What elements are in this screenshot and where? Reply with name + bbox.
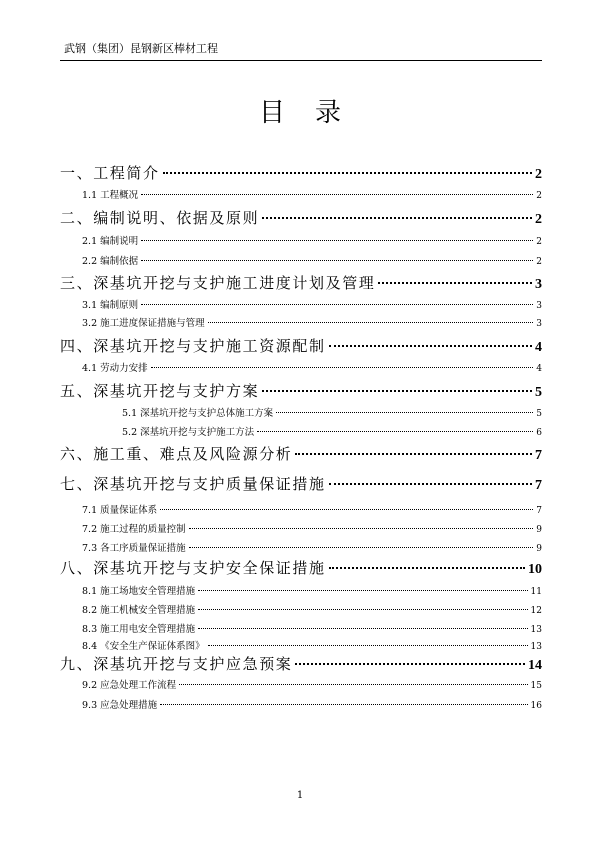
toc-entry-label: 六、施工重、难点及风险源分析 <box>60 445 293 463</box>
toc-leader-dots <box>141 194 533 195</box>
toc-chapter-entry[interactable] <box>60 272 542 293</box>
toc-entry-page: 12 <box>530 606 542 616</box>
page-title: 目录 <box>258 98 371 128</box>
toc-entry-page: 9 <box>536 544 542 554</box>
toc-entry-page: 7 <box>535 448 542 463</box>
toc-leader-dots <box>198 628 527 629</box>
toc-chapter-entry[interactable] <box>60 335 542 356</box>
toc-entry-page: 3 <box>535 277 542 292</box>
toc-section-entry[interactable] <box>60 602 542 616</box>
toc-entry-page: 16 <box>530 701 542 711</box>
toc-chapter-entry[interactable] <box>60 380 542 401</box>
toc-entry-page: 4 <box>536 364 542 374</box>
toc-entry-label: 一、工程简介 <box>60 164 160 182</box>
toc-entry-page: 2 <box>536 191 542 201</box>
toc-entry-page: 9 <box>536 525 542 535</box>
toc-entry-page: 5 <box>536 409 542 419</box>
toc-entry-label: 2.2 编制依据 <box>82 256 139 267</box>
toc-leader-dots <box>208 322 534 323</box>
toc-chapter-entry[interactable] <box>60 443 542 464</box>
toc-entry-label: 八、深基坑开挖与支护安全保证措施 <box>60 559 326 577</box>
toc-entry-label: 8.3 施工用电安全管理措施 <box>82 624 196 635</box>
toc-entry-label: 7.2 施工过程的质量控制 <box>82 524 186 535</box>
toc-entry-page: 13 <box>530 625 542 635</box>
toc-entry-page: 2 <box>536 237 542 247</box>
header-divider <box>60 60 542 61</box>
toc-entry-label: 5.1 深基坑开挖与支护总体施工方案 <box>122 408 274 419</box>
toc-leader-dots <box>378 282 532 284</box>
toc-entry-page: 6 <box>536 428 542 438</box>
toc-entry-page: 2 <box>535 212 542 227</box>
toc-leader-dots <box>329 345 532 347</box>
toc-leader-dots <box>329 483 532 485</box>
toc-section-entry[interactable] <box>60 405 542 419</box>
toc-entry-label: 7.3 各工序质量保证措施 <box>82 543 186 554</box>
toc-section-entry[interactable] <box>60 233 542 247</box>
toc-entry-label: 九、深基坑开挖与支护应急预案 <box>60 655 293 673</box>
toc-leader-dots <box>198 590 527 591</box>
document-header: 武钢（集团）昆钢新区棒材工程 <box>64 42 218 55</box>
toc-entry-label: 四、深基坑开挖与支护施工资源配制 <box>60 337 326 355</box>
toc-leader-dots <box>276 412 533 413</box>
toc-entry-page: 3 <box>536 301 542 311</box>
toc-leader-dots <box>160 509 533 510</box>
toc-leader-dots <box>262 217 532 219</box>
toc-section-entry[interactable] <box>60 621 542 635</box>
toc-entry-label: 4.1 劳动力安排 <box>82 363 148 374</box>
toc-section-entry[interactable] <box>60 187 542 201</box>
toc-chapter-entry[interactable] <box>60 653 542 674</box>
toc-leader-dots <box>198 609 527 610</box>
toc-leader-dots <box>189 547 534 548</box>
toc-entry-page: 11 <box>530 587 542 597</box>
toc-chapter-entry[interactable] <box>60 473 542 494</box>
toc-entry-label: 9.3 应急处理措施 <box>82 700 158 711</box>
toc-entry-label: 三、深基坑开挖与支护施工进度计划及管理 <box>60 274 376 292</box>
toc-entry-page: 14 <box>528 658 542 673</box>
toc-entry-page: 5 <box>535 385 542 400</box>
toc-leader-dots <box>141 304 533 305</box>
toc-entry-label: 五、深基坑开挖与支护方案 <box>60 382 260 400</box>
toc-entry-label: 9.2 应急处理工作流程 <box>82 680 177 691</box>
toc-entry-page: 13 <box>530 642 542 652</box>
toc-entry-label: 七、深基坑开挖与支护质量保证措施 <box>60 475 326 493</box>
toc-section-entry[interactable] <box>60 583 542 597</box>
toc-entry-label: 5.2 深基坑开挖与支护施工方法 <box>122 427 255 438</box>
toc-entry-label: 1.1 工程概况 <box>82 190 139 201</box>
toc-leader-dots <box>179 684 527 685</box>
toc-entry-label: 7.1 质量保证体系 <box>82 505 158 516</box>
toc-section-entry[interactable] <box>60 297 542 311</box>
toc-leader-dots <box>329 567 525 569</box>
toc-entry-label: 二、编制说明、依据及原则 <box>60 209 260 227</box>
toc-leader-dots <box>141 260 533 261</box>
toc-section-entry[interactable] <box>60 540 542 554</box>
toc-leader-dots <box>141 240 533 241</box>
toc-section-entry[interactable] <box>60 521 542 535</box>
toc-chapter-entry[interactable] <box>60 162 542 183</box>
toc-chapter-entry[interactable] <box>60 207 542 228</box>
toc-entry-label: 3.1 编制原则 <box>82 300 139 311</box>
toc-section-entry[interactable] <box>60 638 542 652</box>
toc-entry-label: 8.1 施工场地安全管理措施 <box>82 586 196 597</box>
toc-leader-dots <box>189 528 534 529</box>
toc-entry-label: 8.2 施工机械安全管理措施 <box>82 605 196 616</box>
toc-entry-page: 2 <box>535 167 542 182</box>
toc-section-entry[interactable] <box>60 360 542 374</box>
toc-section-entry[interactable] <box>60 677 542 691</box>
toc-entry-page: 3 <box>536 319 542 329</box>
toc-section-entry[interactable] <box>60 502 542 516</box>
toc-leader-dots <box>257 431 533 432</box>
toc-section-entry[interactable] <box>60 424 542 438</box>
toc-leader-dots <box>262 390 532 392</box>
toc-entry-label: 8.4 《安全生产保证体系图》 <box>82 641 205 652</box>
toc-leader-dots <box>160 704 527 705</box>
toc-leader-dots <box>208 645 528 646</box>
toc-entry-page: 15 <box>530 681 542 691</box>
toc-entry-label: 2.1 编制说明 <box>82 236 139 247</box>
toc-leader-dots <box>163 172 532 174</box>
toc-section-entry[interactable] <box>60 697 542 711</box>
toc-leader-dots <box>151 367 534 368</box>
toc-leader-dots <box>295 663 525 665</box>
toc-section-entry[interactable] <box>60 315 542 329</box>
page-number: 1 <box>296 790 304 801</box>
toc-chapter-entry[interactable] <box>60 557 542 578</box>
toc-section-entry[interactable] <box>60 253 542 267</box>
toc-entry-page: 10 <box>528 562 542 577</box>
toc-entry-page: 2 <box>536 257 542 267</box>
toc-entry-page: 7 <box>536 506 542 516</box>
toc-leader-dots <box>295 453 532 455</box>
toc-entry-page: 4 <box>535 340 542 355</box>
toc-entry-label: 3.2 施工进度保证措施与管理 <box>82 318 205 329</box>
toc-entry-page: 7 <box>535 478 542 493</box>
